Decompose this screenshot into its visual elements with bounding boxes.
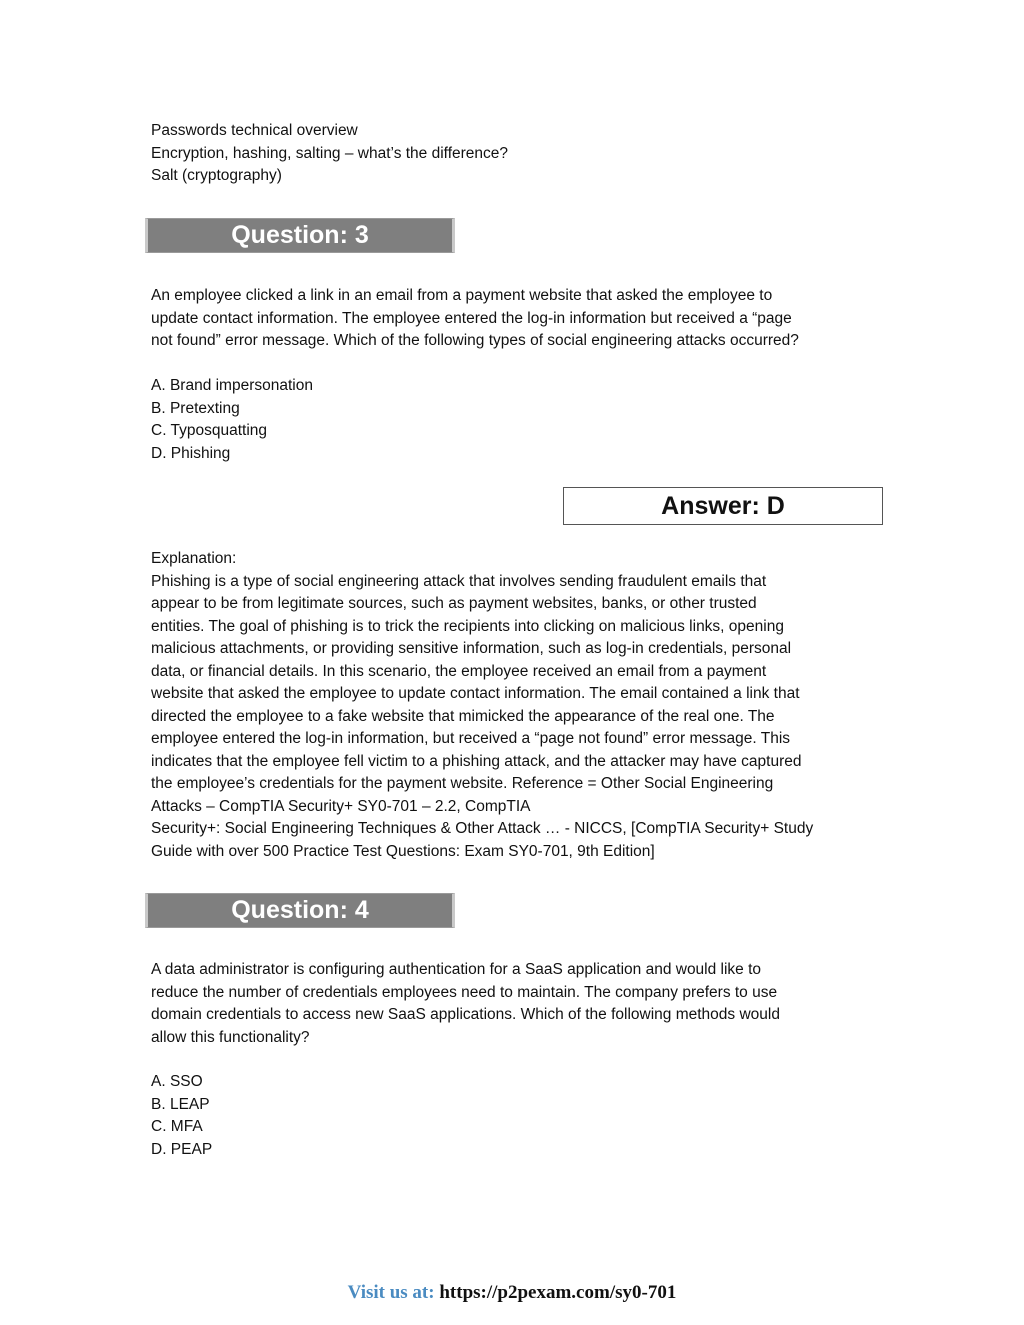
option-a: A. SSO [151, 1073, 203, 1090]
explanation-line: data, or financial details. In this scenario, the employee received an email from a payment [151, 662, 767, 680]
explanation-label: Explanation: [151, 550, 237, 567]
reference-item: Salt (cryptography) [151, 167, 282, 184]
explanation-line: indicates that the employee fell victim to a phishing attack, and the attacker may have captured [151, 752, 802, 770]
question-text-line: A data administrator is configuring authentication for a SaaS application and would like to [151, 961, 762, 978]
explanation-line: directed the employee to a fake website that mimicked the appearance of the real one. The [151, 707, 775, 725]
option-d: D. Phishing [151, 444, 231, 462]
footer-link[interactable]: https://p2pexam.com/sy0-701 [439, 1282, 677, 1303]
question-3-title: Question: 3 [231, 221, 369, 249]
reference-item: Passwords technical overview [151, 122, 358, 139]
question-text-line: not found” error message. Which of the following types of social engineering attacks occurred? [151, 332, 799, 349]
explanation-line: the employee’s credentials for the payment website. Reference = Other Social Engineering [151, 775, 774, 792]
explanation-line: employee entered the log-in information, but received a “page not found” error message. This [151, 730, 791, 747]
question-text-line: reduce the number of credentials employees need to maintain. The company prefers to use [151, 983, 778, 1001]
explanation-line: Security+: Social Engineering Techniques & Other Attack … - NICCS, [CompTIA Security+ Study [151, 820, 814, 837]
footer-label: Visit us at: [347, 1282, 435, 1303]
option-c: C. MFA [151, 1118, 203, 1135]
option-c: C. Typosquatting [151, 422, 268, 439]
explanation-line: appear to be from legitimate sources, such as payment websites, banks, or other trusted [151, 595, 757, 612]
question-3-banner [145, 218, 455, 253]
option-a: A. Brand impersonation [151, 377, 313, 394]
option-d: D. PEAP [151, 1140, 213, 1158]
explanation [151, 548, 813, 863]
answer-box [563, 487, 883, 525]
question-text-line: An employee clicked a link in an email from a payment website that asked the employee to [151, 287, 773, 304]
explanation-line: website that asked the employee to update contact information. The email contained a link that [151, 685, 800, 702]
question-4-banner [145, 893, 455, 928]
question-text-line: allow this functionality? [151, 1028, 310, 1046]
question-3-text [151, 285, 799, 353]
explanation-line: Phishing is a type of social engineering attack that involves sending fraudulent emails that [151, 572, 767, 590]
question-4-options [151, 1071, 212, 1161]
footer [0, 1282, 1024, 1304]
question-text-line: update contact information. The employee entered the log-in information but received a “page [151, 309, 792, 327]
option-b: B. LEAP [151, 1095, 210, 1113]
option-b: B. Pretexting [151, 399, 240, 417]
reference-list [151, 120, 508, 188]
explanation-line: Guide with over 500 Practice Test Questions: Exam SY0-701, 9th Edition] [151, 842, 655, 860]
question-4-text [151, 959, 780, 1049]
answer-text: Answer: D [661, 491, 785, 520]
explanation-line: malicious attachments, or providing sensitive information, such as log-in credentials, personal [151, 640, 792, 657]
question-text-line: domain credentials to access new SaaS applications. Which of the following methods would [151, 1006, 780, 1023]
question-3-options [151, 375, 313, 465]
question-4-title: Question: 4 [231, 896, 369, 924]
explanation-line: Attacks – CompTIA Security+ SY0-701 – 2.2, CompTIA [151, 797, 531, 815]
explanation-line: entities. The goal of phishing is to trick the recipients into clicking on malicious links, opening [151, 617, 784, 635]
reference-item: Encryption, hashing, salting – what’s the difference? [151, 144, 509, 162]
